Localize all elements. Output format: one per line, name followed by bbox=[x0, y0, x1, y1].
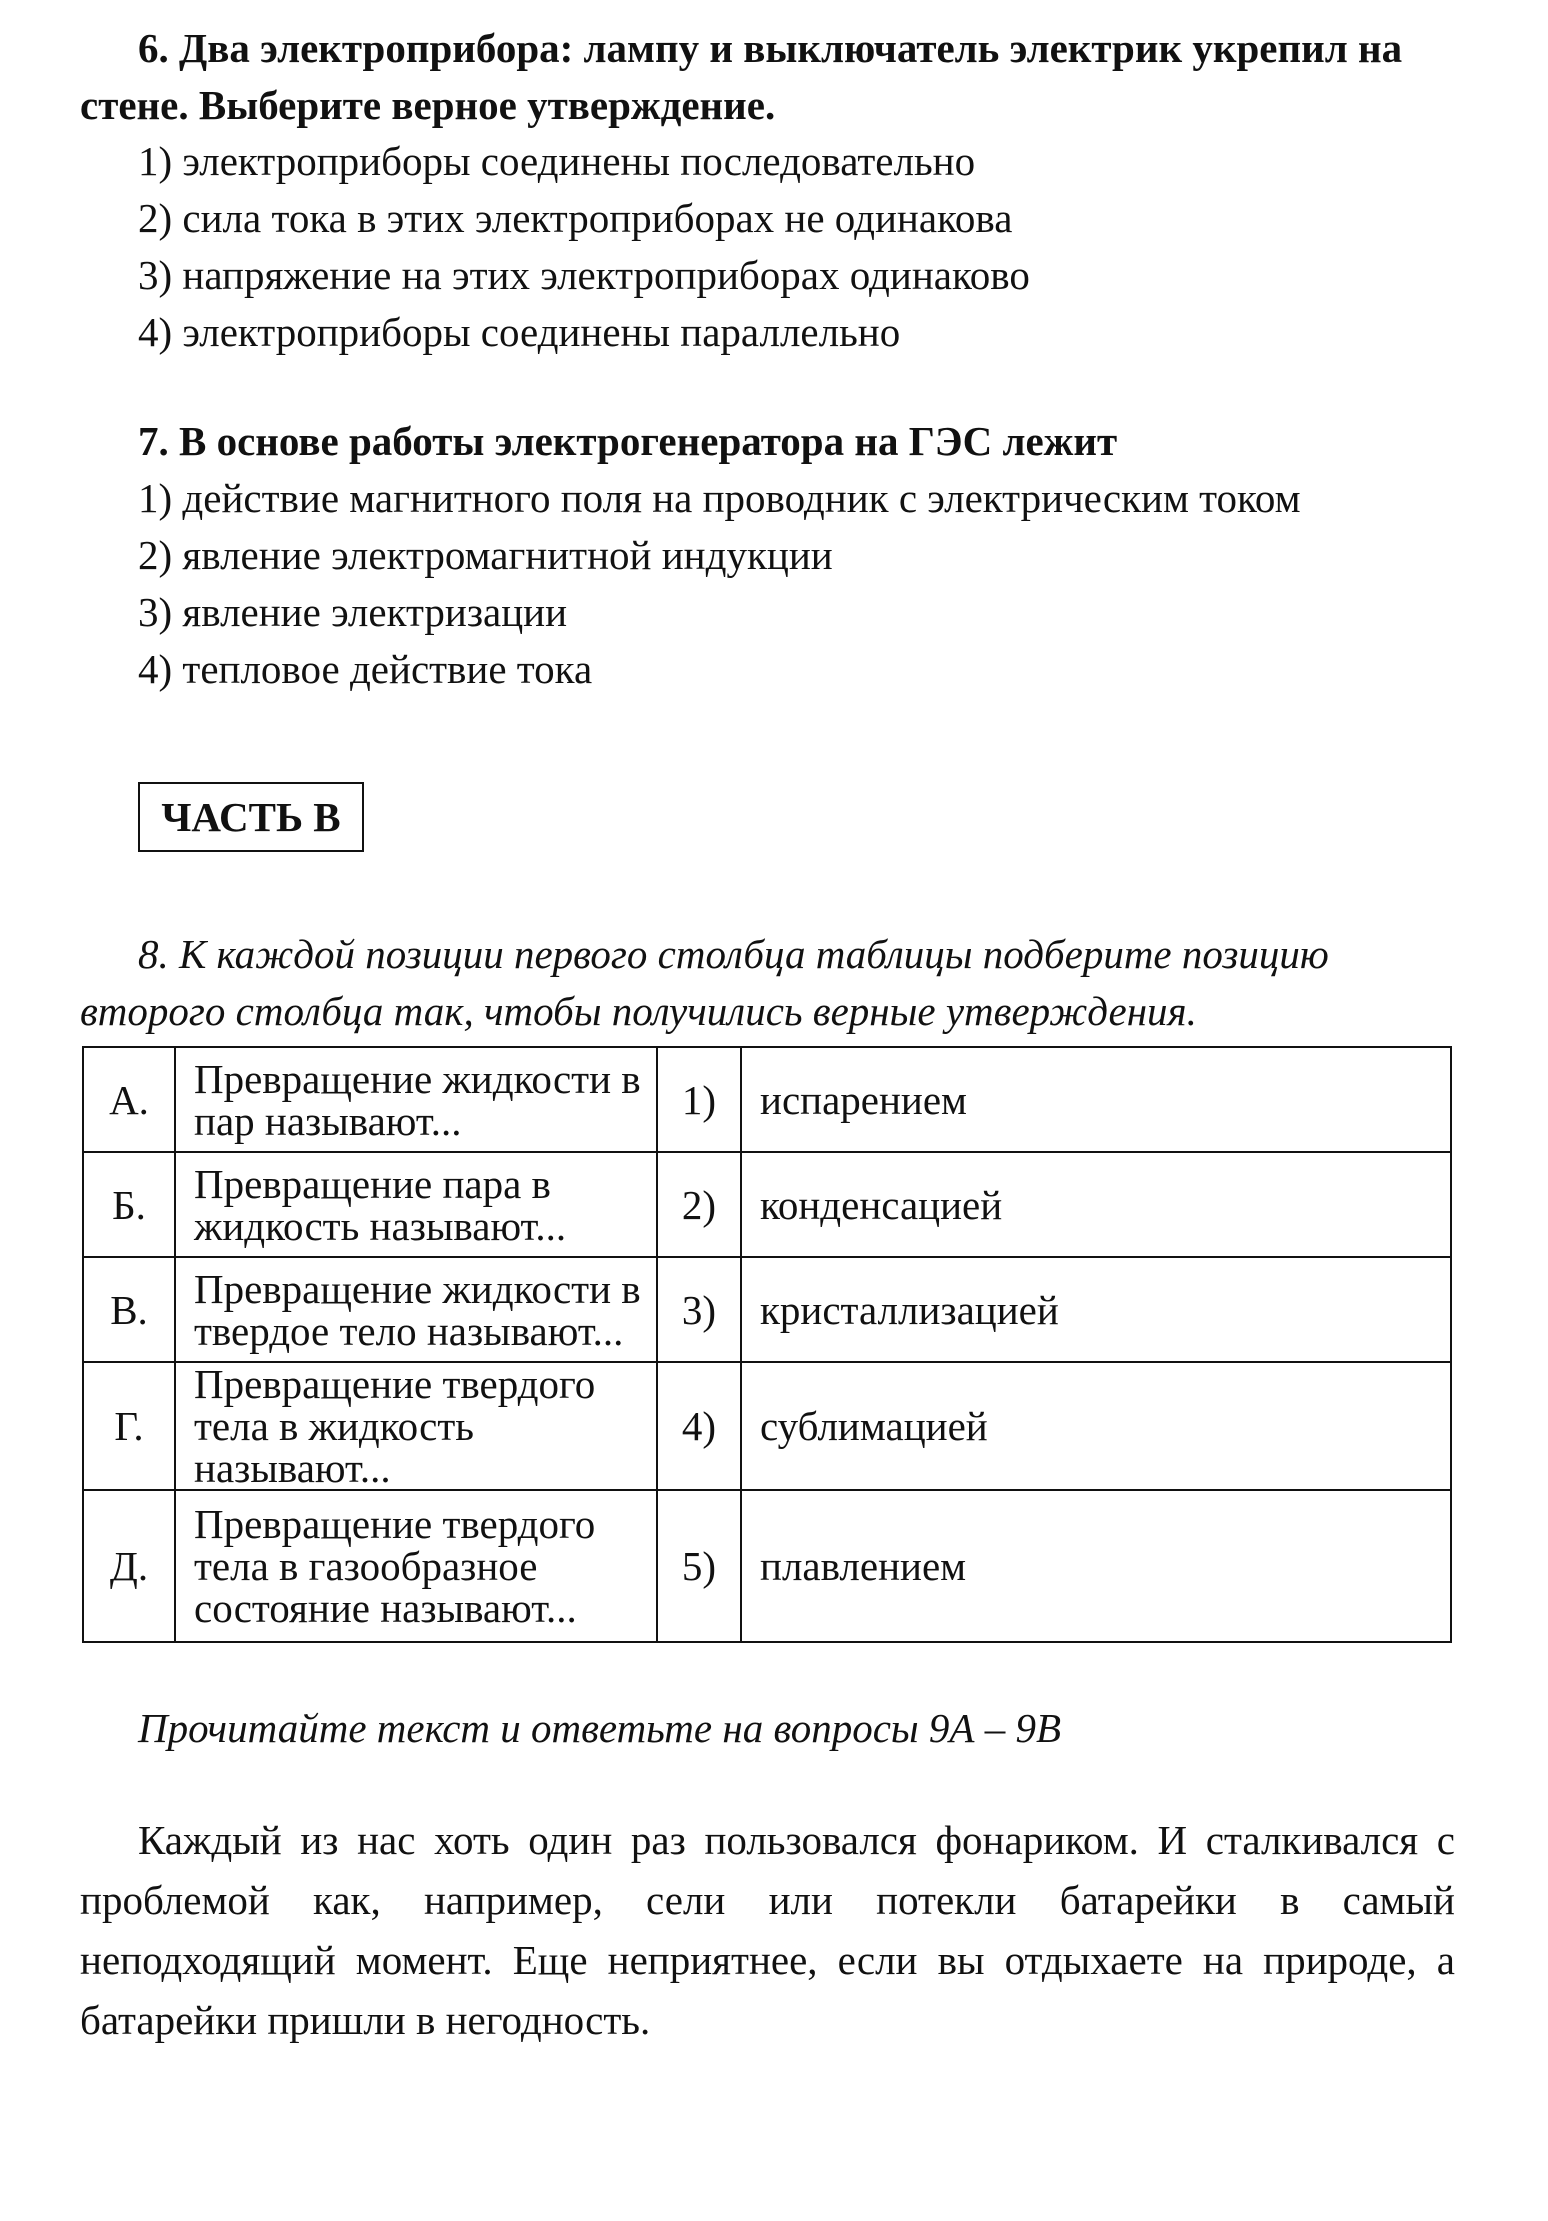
question-6-option-3: 3) напряжение на этих электроприборах одинаково bbox=[138, 252, 1030, 298]
reading-instruction: Прочитайте текст и ответьте на вопросы 9А – 9В bbox=[138, 1705, 1062, 1751]
row-answer: сублимацией bbox=[741, 1362, 1451, 1490]
row-number: 5) bbox=[657, 1490, 741, 1642]
row-letter: Д. bbox=[83, 1490, 175, 1642]
row-answer: конденсацией bbox=[741, 1152, 1451, 1257]
row-statement: Превращение жидкости в пар называют... bbox=[175, 1047, 657, 1152]
matching-table bbox=[82, 1046, 1452, 1643]
row-number: 2) bbox=[657, 1152, 741, 1257]
question-8-instruction: 8. К каждой позиции первого столбца таблицы подберите позицию второго столбца так, чтобы получились верные утверждения. bbox=[80, 931, 1329, 1034]
row-statement: Превращение пара в жидкость называют... bbox=[175, 1152, 657, 1257]
row-letter: Г. bbox=[83, 1362, 175, 1490]
question-6-option-4: 4) электроприборы соединены параллельно bbox=[138, 309, 901, 355]
row-answer: испарением bbox=[741, 1047, 1451, 1152]
question-7-option-2: 2) явление электромагнитной индукции bbox=[138, 532, 833, 578]
row-statement: Превращение жидкости в твердое тело называют... bbox=[175, 1257, 657, 1362]
row-statement: Превращение твердого тела в газообразное состояние называют... bbox=[175, 1490, 657, 1642]
question-7-title: 7. В основе работы электрогенератора на ГЭС лежит bbox=[138, 418, 1118, 464]
question-7-options bbox=[138, 470, 1301, 698]
table-row bbox=[83, 1362, 1451, 1490]
row-letter: А. bbox=[83, 1047, 175, 1152]
question-6-option-2: 2) сила тока в этих электроприборах не одинакова bbox=[138, 195, 1013, 241]
table-row bbox=[83, 1490, 1451, 1642]
row-letter: Б. bbox=[83, 1152, 175, 1257]
part-b-heading: ЧАСТЬ В bbox=[138, 782, 364, 852]
question-7-option-4: 4) тепловое действие тока bbox=[138, 646, 593, 692]
row-statement: Превращение твердого тела в жидкость называют... bbox=[175, 1362, 657, 1490]
row-number: 4) bbox=[657, 1362, 741, 1490]
row-number: 1) bbox=[657, 1047, 741, 1152]
reading-passage: Каждый из нас хоть один раз пользовался фонариком. И сталкивался с проблемой как, например, сели или потекли батарейки в самый неподходящий момент. Еще неприятнее, если вы отдыхаете на природе, а батарейки пришли в негодность. bbox=[80, 1817, 1455, 2043]
table-row bbox=[83, 1257, 1451, 1362]
row-number: 3) bbox=[657, 1257, 741, 1362]
question-6-option-1: 1) электроприборы соединены последовательно bbox=[138, 138, 976, 184]
table-row bbox=[83, 1047, 1451, 1152]
question-7-option-3: 3) явление электризации bbox=[138, 589, 568, 635]
question-6-title: 6. Два электроприбора: лампу и выключатель электрик укрепил на стене. Выберите верное утверждение. bbox=[80, 25, 1403, 128]
row-answer: плавлением bbox=[741, 1490, 1451, 1642]
question-7-option-1: 1) действие магнитного поля на проводник с электрическим током bbox=[138, 475, 1301, 521]
table-row bbox=[83, 1152, 1451, 1257]
row-answer: кристаллизацией bbox=[741, 1257, 1451, 1362]
question-6-options bbox=[138, 133, 1030, 361]
row-letter: В. bbox=[83, 1257, 175, 1362]
